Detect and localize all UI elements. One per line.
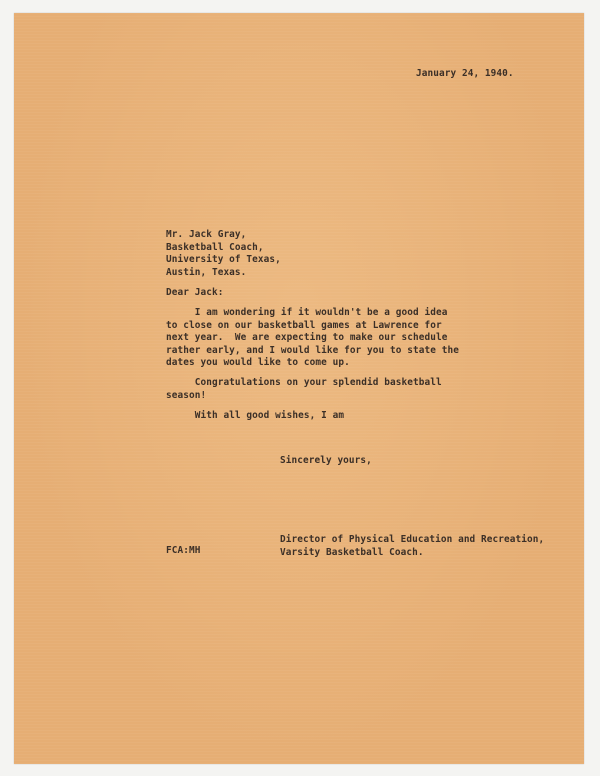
letter-date: January 24, 1940. <box>416 68 514 79</box>
title-line: Varsity Basketball Coach. <box>280 546 424 558</box>
recipient-line: University of Texas, <box>166 254 281 266</box>
complimentary-closing: Sincerely yours, <box>280 455 372 466</box>
reference-initials: FCA:MH <box>166 545 201 556</box>
signature-title <box>280 534 544 559</box>
letter-paper <box>14 13 584 764</box>
recipient-address <box>166 229 281 279</box>
body-line: to close on our basketball games at Lawrence for <box>166 319 442 331</box>
body-line: Congratulations on your splendid basketball <box>166 377 442 388</box>
body-paragraph-3: With all good wishes, I am <box>166 410 345 421</box>
body-line: rather early, and I would like for you to state the <box>166 344 459 356</box>
recipient-line: Mr. Jack Gray, <box>166 229 247 240</box>
body-line: next year. We are expecting to make our schedule <box>166 332 448 344</box>
body-line: dates you would like to come up. <box>166 357 350 369</box>
salutation: Dear Jack: <box>166 287 224 298</box>
body-line: season! <box>166 389 207 401</box>
body-paragraph-1 <box>166 307 459 370</box>
body-paragraph-2 <box>166 377 442 402</box>
recipient-line: Austin, Texas. <box>166 266 247 278</box>
recipient-line: Basketball Coach, <box>166 241 264 253</box>
title-line: Director of Physical Education and Recreation, <box>280 534 545 545</box>
body-line: I am wondering if it wouldn't be a good idea <box>166 307 448 318</box>
